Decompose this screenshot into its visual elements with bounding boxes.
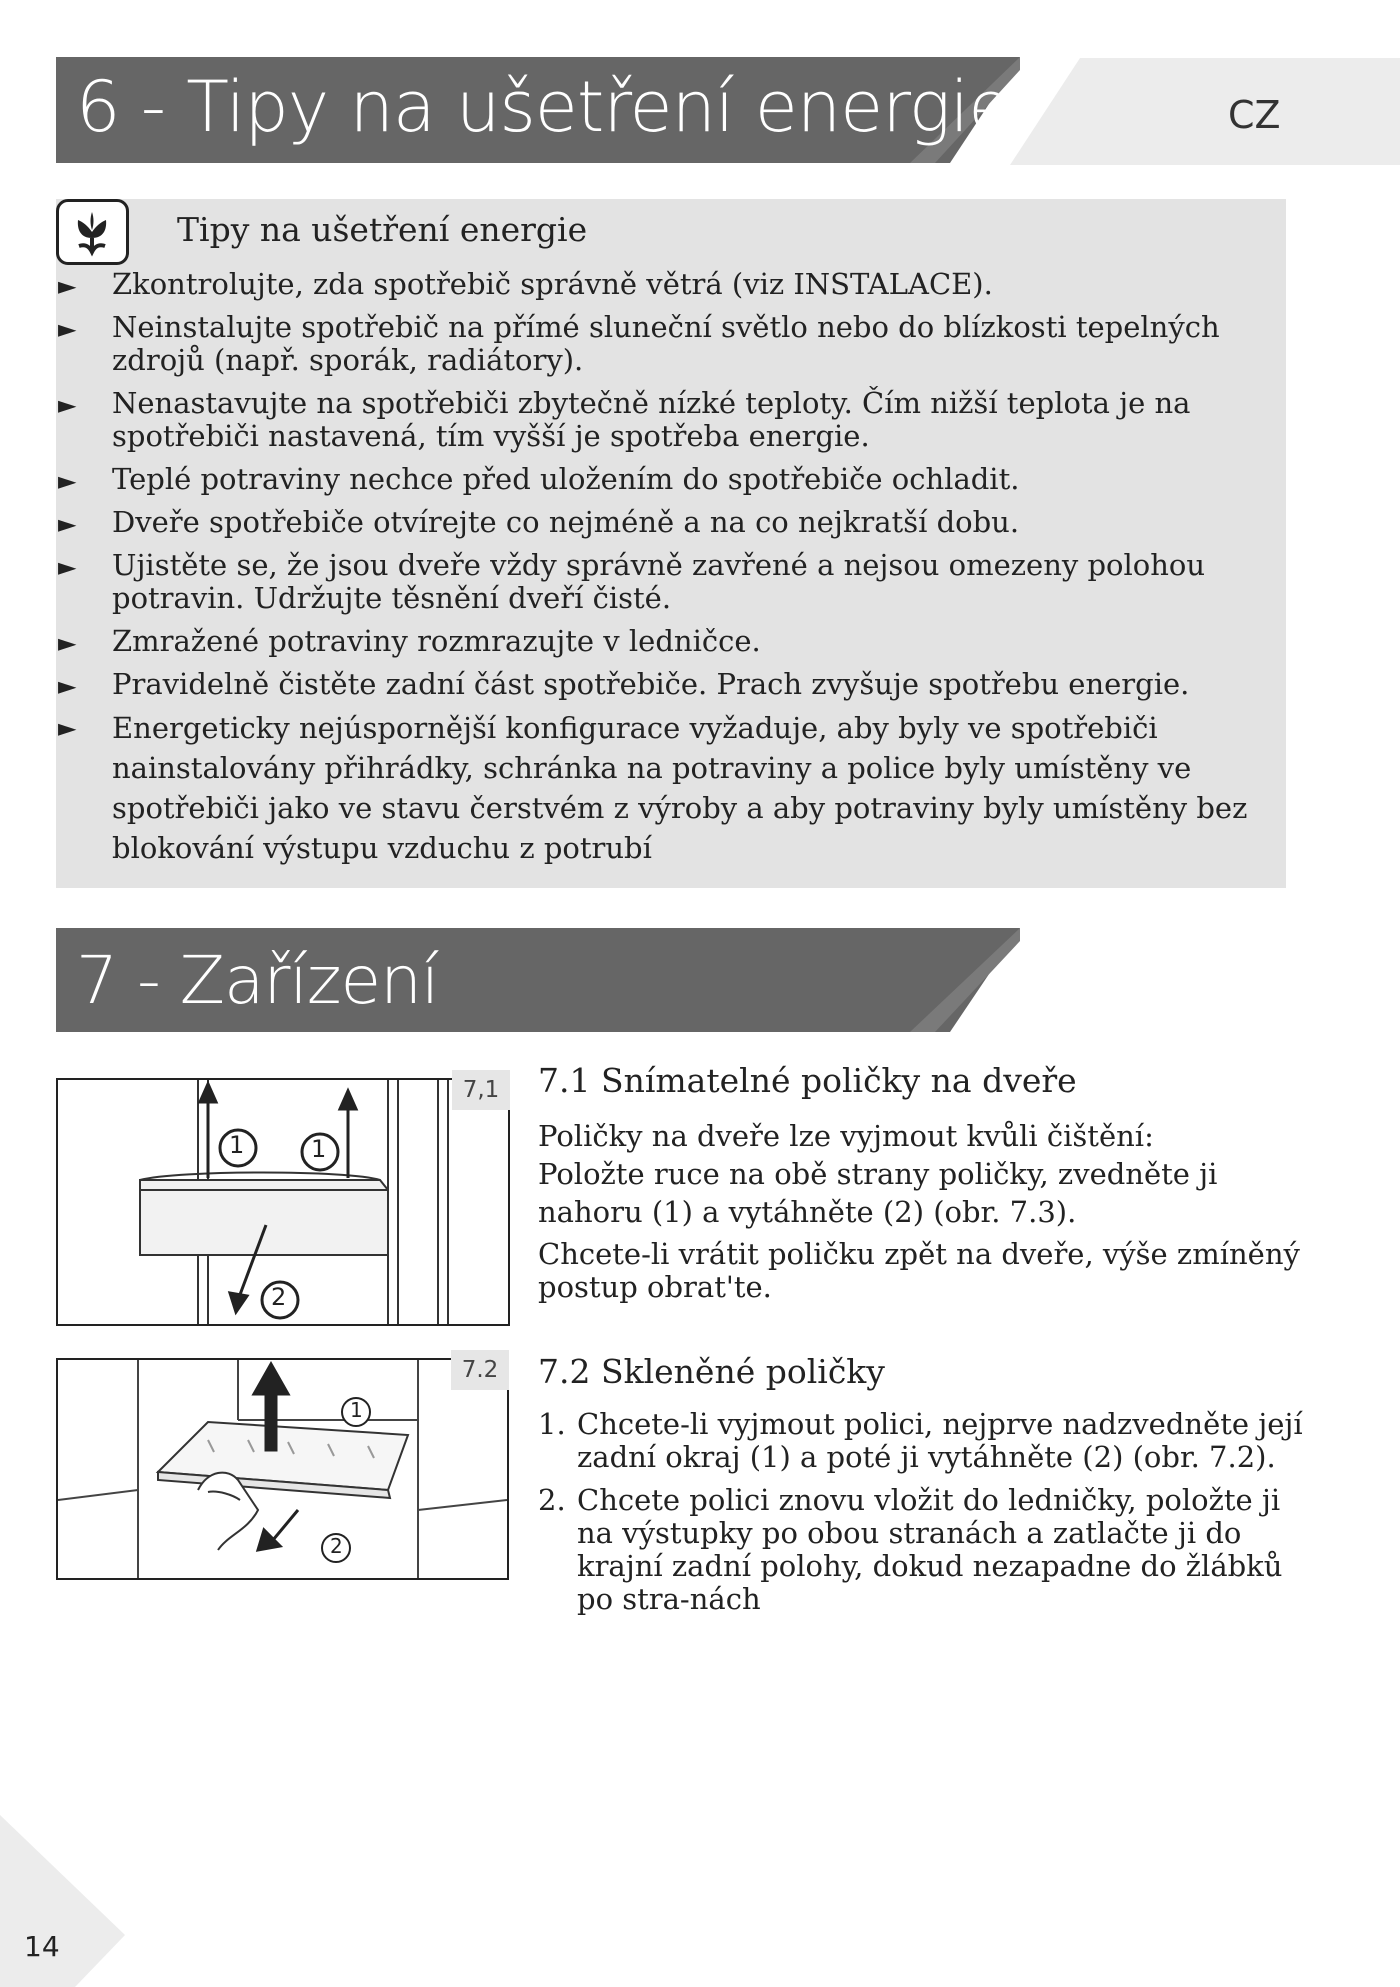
bullet-marker: ► <box>58 315 77 343</box>
bullet-marker: ► <box>58 467 77 495</box>
language-code: CZ <box>1228 93 1281 137</box>
tip-item-9: Energeticky nejúspornější konfigurace vyžaduje, aby byly ve spotřebiči nainstalovány přihrádky, schránka na potraviny a police byly umístěny ve spotřebiči jako ve stavu čerstvém z výroby a aby potraviny byly umístěny bez blokování výstupu vzduchu z potrubí <box>112 711 1248 865</box>
tip-item-2: Neinstalujte spotřebič na přímé sluneční světlo nebo do blízkosti tepelných zdrojů (např. sporák, radiátory). <box>112 310 1220 377</box>
page-number: 14 <box>24 1930 60 1963</box>
callout-1b: 1 <box>311 1135 327 1163</box>
subsection-7-1-title: 7.1 Snímatelné poličky na dveře <box>538 1061 1077 1100</box>
bullet-marker: ► <box>58 272 77 300</box>
subsection-7-2-title: 7.2 Skleněné poličky <box>538 1352 885 1391</box>
tip-item-3: Nenastavujte na spotřebiči zbytečně nízké teploty. Čím nižší teplota je na spotřebiči nastavená, tím vyšší je spotřeba energie. <box>112 386 1191 453</box>
bullet-marker: ► <box>58 391 77 419</box>
bullet-marker: ► <box>58 553 77 581</box>
glass-shelf-illustration <box>58 1360 507 1578</box>
footer-corner-decor <box>0 1800 140 1987</box>
bullet-marker: ► <box>58 510 77 538</box>
bullet-marker: ► <box>58 672 77 700</box>
tips-title: Tipy na ušetření energie <box>177 210 588 249</box>
list-number-2: 2. <box>538 1483 566 1517</box>
bullet-marker: ► <box>58 714 77 742</box>
tip-item-5: Dveře spotřebiče otvírejte co nejméně a na co nejkratší dobu. <box>112 505 1020 539</box>
figure-7-2 <box>56 1358 509 1580</box>
tip-item-6: Ujistěte se, že jsou dveře vždy správně zavřené a nejsou omezeny polohou potravin. Udržujte těsnění dveří čisté. <box>112 548 1206 615</box>
section6-title: 6 - Tipy na ušetření energie <box>76 66 1011 148</box>
subsection-7-1-para2: Chcete-li vrátit poličku zpět na dveře, výše zmíněný postup obrat'te. <box>538 1237 1300 1304</box>
section7-title: 7 - Zařízení <box>76 942 439 1019</box>
tip-item-1: Zkontrolujte, zda spotřebič správně větrá (viz INSTALACE). <box>112 267 993 301</box>
figure-7-1 <box>56 1078 510 1326</box>
tip-item-7: Zmražené potraviny rozmrazujte v ledničce. <box>112 624 761 658</box>
subsection-7-1-para1: Poličky na dveře lze vyjmout kvůli čištění: Položte ruce na obě strany poličky, zvedněte ji nahoru (1) a vytáhněte (2) (obr. 7.3). <box>538 1119 1218 1229</box>
list-item-1: Chcete-li vyjmout polici, nejprve nadzvedněte její zadní okraj (1) a poté ji vytáhněte (2) (obr. 7.2). <box>577 1407 1303 1474</box>
eco-leaf-icon <box>56 199 129 265</box>
bullet-marker: ► <box>58 629 77 657</box>
tip-item-4: Teplé potraviny nechce před uložením do spotřebiče ochladit. <box>112 462 1020 496</box>
figure-7-2-label: 7.2 <box>451 1350 509 1390</box>
list-item-2: Chcete polici znovu vložit do ledničky, položte ji na výstupky po obou stranách a zatlačte ji do krajní zadní polohy, dokud nezapadne do žlábků po stra-nách <box>577 1483 1283 1616</box>
list-number-1: 1. <box>538 1407 566 1441</box>
callout-2: 2 <box>271 1283 287 1311</box>
figure-7-1-label: 7,1 <box>452 1070 510 1110</box>
callout-up: 1 <box>350 1398 363 1422</box>
callout-out: 2 <box>330 1534 343 1558</box>
tip-item-8: Pravidelně čistěte zadní část spotřebiče. Prach zvyšuje spotřebu energie. <box>112 667 1190 701</box>
callout-1a: 1 <box>229 1131 245 1159</box>
